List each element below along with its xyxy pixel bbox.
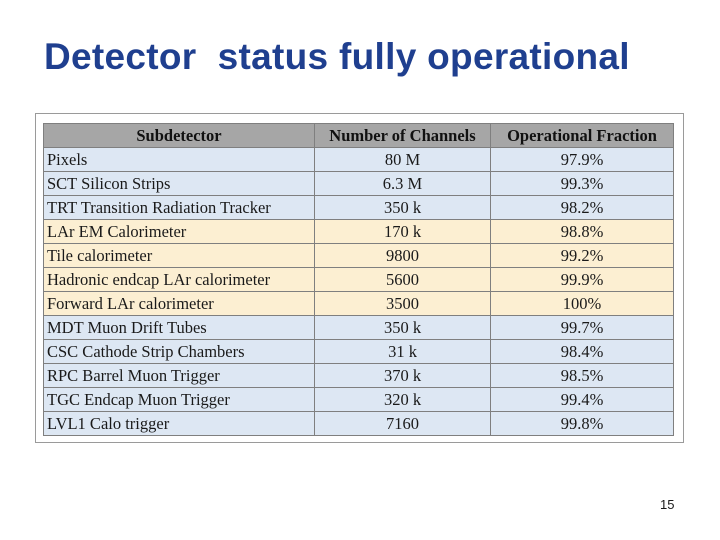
cell-subdetector: SCT Silicon Strips xyxy=(44,172,315,196)
cell-channels: 350 k xyxy=(315,196,491,220)
table-row xyxy=(44,148,674,172)
cell-operational-fraction: 98.2% xyxy=(491,196,674,220)
table-row xyxy=(44,364,674,388)
cell-operational-fraction: 99.2% xyxy=(491,244,674,268)
cell-operational-fraction: 99.3% xyxy=(491,172,674,196)
cell-subdetector: MDT Muon Drift Tubes xyxy=(44,316,315,340)
table-header-row xyxy=(44,124,674,148)
cell-operational-fraction: 97.9% xyxy=(491,148,674,172)
cell-channels: 3500 xyxy=(315,292,491,316)
header-subdetector: Subdetector xyxy=(44,124,315,148)
cell-subdetector: LAr EM Calorimeter xyxy=(44,220,315,244)
slide-title: Detector status fully operational xyxy=(44,36,630,77)
cell-channels: 370 k xyxy=(315,364,491,388)
cell-operational-fraction: 100% xyxy=(491,292,674,316)
cell-operational-fraction: 98.4% xyxy=(491,340,674,364)
cell-subdetector: LVL1 Calo trigger xyxy=(44,412,315,436)
table-row xyxy=(44,196,674,220)
table-row xyxy=(44,340,674,364)
cell-channels: 6.3 M xyxy=(315,172,491,196)
cell-operational-fraction: 99.7% xyxy=(491,316,674,340)
cell-subdetector: TGC Endcap Muon Trigger xyxy=(44,388,315,412)
cell-channels: 9800 xyxy=(315,244,491,268)
table-row xyxy=(44,316,674,340)
header-number-of-channels: Number of Channels xyxy=(315,124,491,148)
cell-operational-fraction: 99.4% xyxy=(491,388,674,412)
table-row xyxy=(44,292,674,316)
table-row xyxy=(44,412,674,436)
cell-operational-fraction: 99.9% xyxy=(491,268,674,292)
cell-operational-fraction: 99.8% xyxy=(491,412,674,436)
header-operational-fraction: Operational Fraction xyxy=(491,124,674,148)
table-row xyxy=(44,388,674,412)
cell-channels: 31 k xyxy=(315,340,491,364)
cell-subdetector: Hadronic endcap LAr calorimeter xyxy=(44,268,315,292)
cell-channels: 7160 xyxy=(315,412,491,436)
table-body xyxy=(44,148,674,436)
cell-channels: 350 k xyxy=(315,316,491,340)
cell-operational-fraction: 98.5% xyxy=(491,364,674,388)
cell-subdetector: Forward LAr calorimeter xyxy=(44,292,315,316)
cell-operational-fraction: 98.8% xyxy=(491,220,674,244)
table-row xyxy=(44,244,674,268)
cell-subdetector: Tile calorimeter xyxy=(44,244,315,268)
cell-subdetector: Pixels xyxy=(44,148,315,172)
table-row xyxy=(44,220,674,244)
cell-channels: 320 k xyxy=(315,388,491,412)
cell-channels: 80 M xyxy=(315,148,491,172)
cell-channels: 170 k xyxy=(315,220,491,244)
table-row xyxy=(44,172,674,196)
cell-subdetector: RPC Barrel Muon Trigger xyxy=(44,364,315,388)
page-number: 15 xyxy=(660,497,675,512)
detector-status-table xyxy=(43,123,674,436)
cell-subdetector: CSC Cathode Strip Chambers xyxy=(44,340,315,364)
table-row xyxy=(44,268,674,292)
cell-subdetector: TRT Transition Radiation Tracker xyxy=(44,196,315,220)
cell-channels: 5600 xyxy=(315,268,491,292)
